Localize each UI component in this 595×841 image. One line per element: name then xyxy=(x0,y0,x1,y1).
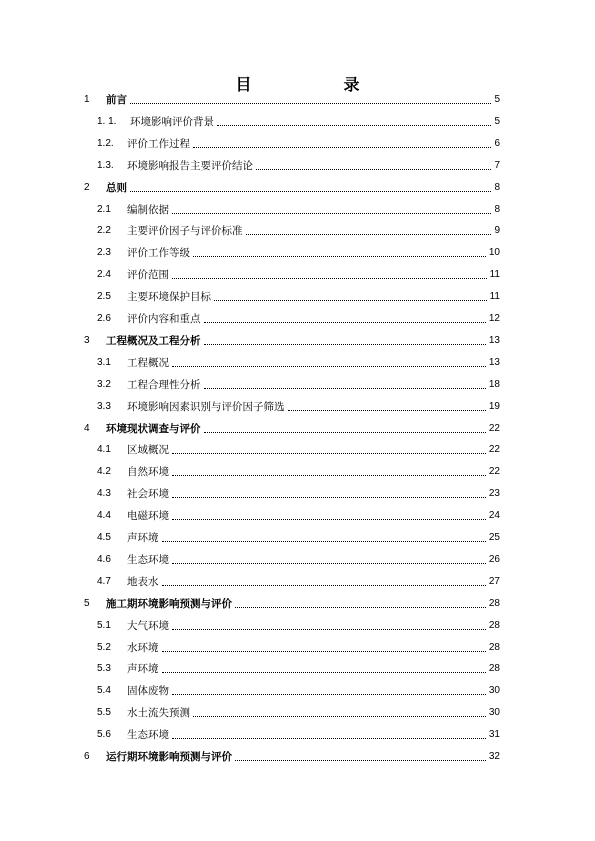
toc-entry[interactable] xyxy=(97,311,500,327)
toc-leader-dots xyxy=(172,496,486,498)
toc-entry-number: 5.6 xyxy=(97,729,111,741)
toc-entry[interactable] xyxy=(97,202,500,218)
toc-entry[interactable] xyxy=(97,289,500,305)
toc-leader-dots xyxy=(172,277,487,279)
toc-entry-page: 30 xyxy=(488,707,500,719)
toc-entry-title: 生态环境 xyxy=(127,553,169,566)
toc-leader-dots xyxy=(172,693,486,695)
toc-entry-page: 28 xyxy=(488,663,500,675)
toc-entry-number: 4.7 xyxy=(97,575,111,587)
toc-leader-dots xyxy=(193,255,486,257)
toc-entry-title: 总则 xyxy=(106,181,127,194)
toc-entry-title: 区域概况 xyxy=(127,444,169,457)
toc-entry-number: 3.3 xyxy=(97,400,111,412)
toc-leader-dots xyxy=(217,124,491,126)
toc-entry-page: 27 xyxy=(488,575,500,587)
toc-entry-number: 1. 1. xyxy=(97,115,117,127)
toc-leader-dots xyxy=(204,431,486,433)
toc-entry-number: 2.4 xyxy=(97,269,111,281)
toc-entry-number: 4.3 xyxy=(97,488,111,500)
toc-entry-number: 4.5 xyxy=(97,532,111,543)
toc-entry-title: 评价工作过程 xyxy=(127,137,190,150)
toc-entry-number: 5.2 xyxy=(97,641,111,653)
toc-leader-dots xyxy=(172,628,486,630)
toc-entry-title: 自然环境 xyxy=(127,466,169,479)
toc-entry-page: 26 xyxy=(488,553,500,565)
toc-leader-dots xyxy=(172,518,486,520)
toc-entry[interactable] xyxy=(97,683,500,699)
toc-entry-title: 主要评价因子与评价标准 xyxy=(127,225,243,238)
toc-entry-page: 25 xyxy=(488,532,500,543)
toc-entry-number: 4 xyxy=(84,422,90,434)
toc-leader-dots xyxy=(256,168,491,170)
toc-entry-page: 18 xyxy=(488,378,500,390)
toc-entry[interactable] xyxy=(97,114,500,130)
toc-entry-title: 电磁环境 xyxy=(127,510,169,523)
toc-entry[interactable] xyxy=(97,508,500,524)
toc-entry[interactable] xyxy=(97,530,500,546)
toc-entry-number: 4.1 xyxy=(97,444,111,456)
toc-entry-title: 编制依据 xyxy=(127,203,169,216)
toc-entry[interactable] xyxy=(84,596,500,612)
toc-leader-dots xyxy=(162,650,486,652)
toc-leader-dots xyxy=(246,233,492,235)
toc-entry-title: 评价范围 xyxy=(127,269,169,282)
toc-leader-dots xyxy=(172,212,491,214)
toc-entry-page: 23 xyxy=(488,488,500,500)
toc-leader-dots xyxy=(214,299,487,301)
toc-entry-title: 环境影响评价背景 xyxy=(130,115,214,128)
toc-entry-page: 28 xyxy=(488,619,500,631)
toc-entry[interactable] xyxy=(97,377,500,393)
toc-entry[interactable] xyxy=(84,421,500,437)
toc-entry[interactable] xyxy=(97,245,500,261)
toc-entry[interactable] xyxy=(97,574,500,590)
toc-entry-page: 9 xyxy=(494,225,500,237)
toc-entry-number: 4.4 xyxy=(97,510,111,522)
toc-entry-number: 1.3. xyxy=(97,159,114,171)
toc-leader-dots xyxy=(172,452,486,454)
toc-entry-title: 声环境 xyxy=(127,663,159,676)
toc-entry-title: 工程概况及工程分析 xyxy=(106,334,201,347)
toc-entry-number: 3.1 xyxy=(97,356,111,368)
toc-leader-dots xyxy=(130,102,491,104)
toc-entry-page: 11 xyxy=(489,291,500,303)
toc-entry[interactable] xyxy=(84,333,500,349)
toc-entry-page: 12 xyxy=(488,313,500,324)
toc-entry-number: 2.5 xyxy=(97,291,111,303)
toc-entry-title: 环境现状调查与评价 xyxy=(106,422,201,435)
toc-entry-number: 6 xyxy=(84,751,90,762)
toc-entry[interactable] xyxy=(84,92,500,108)
toc-entry-number: 3 xyxy=(84,334,90,346)
toc-entry-title: 主要环境保护目标 xyxy=(127,291,211,304)
toc-entry[interactable] xyxy=(84,749,500,765)
toc-entry[interactable] xyxy=(97,486,500,502)
toc-entry-number: 5.5 xyxy=(97,707,111,719)
toc-entry[interactable] xyxy=(97,267,500,283)
toc-entry-number: 2 xyxy=(84,181,90,193)
toc-entry-number: 5 xyxy=(84,597,90,609)
toc-leader-dots xyxy=(193,146,491,148)
toc-entry[interactable] xyxy=(97,223,500,239)
toc-entry-page: 22 xyxy=(488,444,500,456)
toc-entry-page: 10 xyxy=(488,247,500,259)
toc-title: 目 录 xyxy=(235,75,380,94)
toc-leader-dots xyxy=(204,321,486,323)
toc-entry-number: 5.1 xyxy=(97,619,111,631)
toc-leader-dots xyxy=(235,606,486,608)
toc-entry-page: 8 xyxy=(494,181,500,193)
toc-entry-title: 前言 xyxy=(106,94,127,106)
toc-entry[interactable] xyxy=(97,355,500,371)
toc-entry[interactable] xyxy=(97,727,500,743)
toc-entry-title: 评价内容和重点 xyxy=(127,313,201,325)
toc-entry-number: 1.2. xyxy=(97,137,114,149)
toc-entry-page: 13 xyxy=(488,356,500,368)
toc-entry-title: 运行期环境影响预测与评价 xyxy=(106,751,232,763)
toc-entry-page: 5 xyxy=(494,115,500,127)
toc-entry[interactable] xyxy=(97,442,500,458)
toc-entry[interactable] xyxy=(97,705,500,721)
toc-entry-page: 5 xyxy=(494,94,500,105)
toc-entry-number: 2.1 xyxy=(97,203,111,215)
toc-leader-dots xyxy=(162,671,486,673)
toc-entry-page: 30 xyxy=(488,685,500,697)
toc-entry-number: 2.2 xyxy=(97,225,111,237)
toc-entry-page: 24 xyxy=(488,510,500,522)
toc-entry-page: 11 xyxy=(489,269,500,281)
toc-entry-page: 13 xyxy=(488,334,500,346)
toc-entry-title: 声环境 xyxy=(127,532,159,544)
toc-entry-title: 环境影响因素识别与评价因子筛选 xyxy=(127,400,285,413)
toc-entry-page: 28 xyxy=(488,597,500,609)
toc-entry-page: 6 xyxy=(494,137,500,149)
toc-entry-number: 2.3 xyxy=(97,247,111,259)
toc-leader-dots xyxy=(162,584,486,586)
toc-entry[interactable] xyxy=(84,180,500,196)
toc-entry-title: 施工期环境影响预测与评价 xyxy=(106,597,232,610)
toc-entry[interactable] xyxy=(97,136,500,152)
toc-leader-dots xyxy=(172,365,486,367)
toc-entry-number: 4.6 xyxy=(97,553,111,565)
toc-entry-number: 5.4 xyxy=(97,685,111,697)
toc-entry-page: 28 xyxy=(488,641,500,653)
toc-leader-dots xyxy=(204,343,486,345)
toc-leader-dots xyxy=(172,474,486,476)
toc-entry[interactable] xyxy=(97,640,500,656)
toc-entry[interactable] xyxy=(97,661,500,677)
toc-entry-title: 评价工作等级 xyxy=(127,247,190,260)
toc-entry[interactable] xyxy=(97,399,500,415)
toc-entry[interactable] xyxy=(97,618,500,634)
toc-leader-dots xyxy=(162,540,486,542)
toc-entry-title: 工程概况 xyxy=(127,356,169,369)
toc-entry-page: 22 xyxy=(488,466,500,478)
toc-entry-page: 19 xyxy=(488,400,500,412)
toc-entry-number: 4.2 xyxy=(97,466,111,478)
toc-entry[interactable] xyxy=(97,464,500,480)
toc-entry-title: 生态环境 xyxy=(127,729,169,742)
toc-entry-title: 水土流失预测 xyxy=(127,707,190,720)
toc-entry-title: 环境影响报告主要评价结论 xyxy=(127,159,253,172)
toc-entry-number: 5.3 xyxy=(97,663,111,675)
toc-leader-dots xyxy=(235,759,486,761)
toc-entry-page: 7 xyxy=(494,159,500,171)
toc-entry-title: 固体废物 xyxy=(127,685,169,698)
toc-entry-title: 水环境 xyxy=(127,641,159,654)
toc-entry-number: 2.6 xyxy=(97,313,111,324)
toc-leader-dots xyxy=(130,190,491,192)
toc-entry[interactable] xyxy=(97,158,500,174)
toc-entry-title: 工程合理性分析 xyxy=(127,378,201,391)
toc-entry-number: 1 xyxy=(84,94,90,105)
toc-entry-page: 31 xyxy=(488,729,500,741)
toc-entry-number: 3.2 xyxy=(97,378,111,390)
toc-leader-dots xyxy=(288,409,486,411)
toc-leader-dots xyxy=(172,737,486,739)
toc-leader-dots xyxy=(204,387,486,389)
toc-entry-title: 大气环境 xyxy=(127,619,169,632)
toc-leader-dots xyxy=(172,562,486,564)
toc-entry-page: 32 xyxy=(488,751,500,762)
toc-entry-title: 地表水 xyxy=(127,575,159,588)
toc-leader-dots xyxy=(193,715,486,717)
toc-entry-page: 8 xyxy=(494,203,500,215)
toc-entry-page: 22 xyxy=(488,422,500,434)
toc-entry[interactable] xyxy=(97,552,500,568)
toc-entry-title: 社会环境 xyxy=(127,488,169,501)
